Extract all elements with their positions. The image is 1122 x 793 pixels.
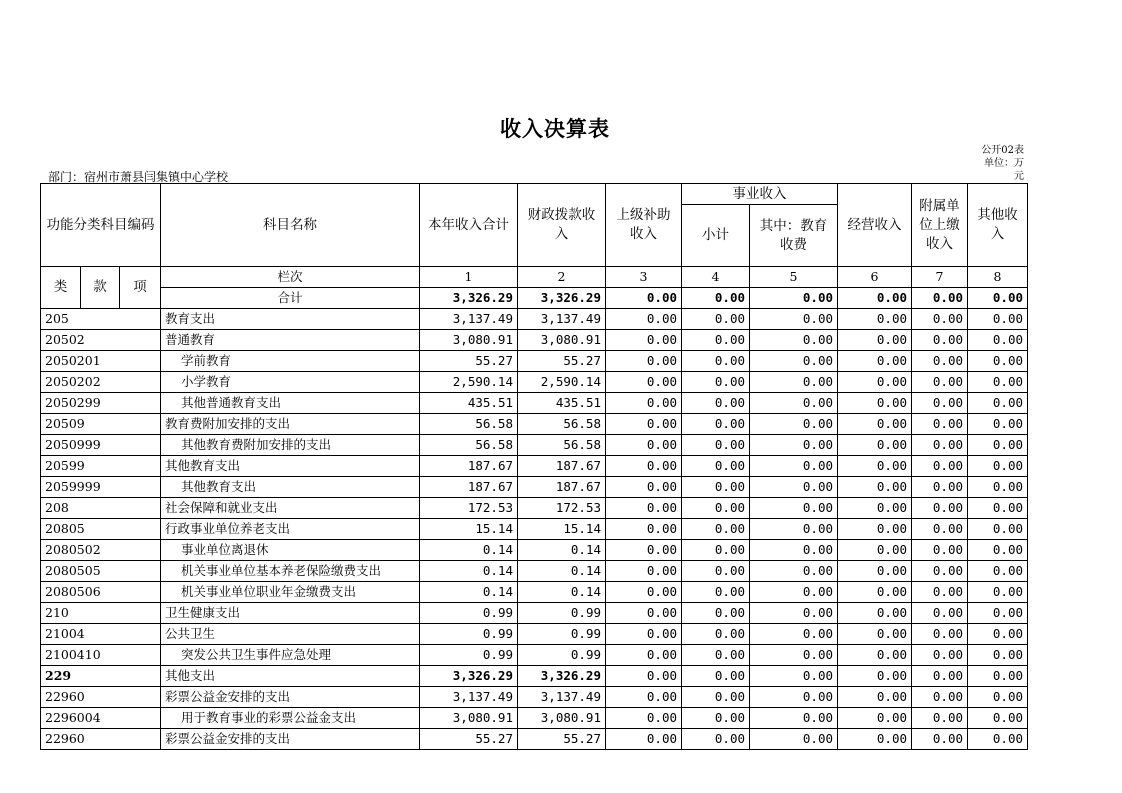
- row-value: 0.00: [682, 687, 750, 708]
- row-value: 0.00: [750, 645, 838, 666]
- row-name: 其他支出: [161, 666, 420, 687]
- row-value: 55.27: [518, 351, 606, 372]
- table-row: [41, 351, 1028, 372]
- row-value: 0.00: [682, 729, 750, 750]
- row-value: 0.00: [968, 729, 1028, 750]
- row-value: 0.00: [606, 603, 682, 624]
- row-value: 0.00: [968, 561, 1028, 582]
- row-value: 0.00: [750, 519, 838, 540]
- row-value: 3,080.91: [518, 330, 606, 351]
- total-value: 0.00: [750, 288, 838, 309]
- header-fiscal: 财政拨款收入: [518, 184, 606, 267]
- row-value: 0.00: [750, 708, 838, 729]
- row-name: 小学教育: [161, 372, 420, 393]
- row-value: 15.14: [518, 519, 606, 540]
- row-name: 公共卫生: [161, 624, 420, 645]
- total-value: 3,326.29: [518, 288, 606, 309]
- row-value: 0.00: [682, 351, 750, 372]
- header-lanci: 栏次: [161, 267, 420, 288]
- row-value: 0.00: [968, 708, 1028, 729]
- row-name: 机关事业单位职业年金缴费支出: [161, 582, 420, 603]
- row-value: 0.00: [968, 372, 1028, 393]
- row-value: 0.00: [750, 603, 838, 624]
- table-row: [41, 372, 1028, 393]
- table-row: [41, 519, 1028, 540]
- header-lei: 类: [41, 267, 81, 309]
- row-value: 0.00: [838, 309, 912, 330]
- row-value: 0.00: [912, 456, 968, 477]
- row-value: 0.99: [518, 645, 606, 666]
- row-value: 0.00: [968, 687, 1028, 708]
- row-value: 0.00: [912, 603, 968, 624]
- row-value: 0.00: [838, 666, 912, 687]
- row-value: 55.27: [518, 729, 606, 750]
- row-value: 56.58: [420, 414, 518, 435]
- col-number: 2: [518, 267, 606, 288]
- row-value: 3,326.29: [518, 666, 606, 687]
- row-value: 0.00: [968, 330, 1028, 351]
- row-value: 0.00: [606, 498, 682, 519]
- row-value: 0.00: [606, 372, 682, 393]
- row-value: 0.00: [912, 435, 968, 456]
- row-value: 0.00: [968, 498, 1028, 519]
- col-number: 7: [912, 267, 968, 288]
- total-value: 0.00: [606, 288, 682, 309]
- row-value: 3,080.91: [518, 708, 606, 729]
- row-value: 0.00: [968, 645, 1028, 666]
- col-number: 5: [750, 267, 838, 288]
- row-value: 0.00: [606, 645, 682, 666]
- table-row: [41, 477, 1028, 498]
- row-value: 0.00: [750, 330, 838, 351]
- row-value: 0.00: [750, 624, 838, 645]
- row-code: 2100410: [41, 645, 161, 666]
- row-code: 2296004: [41, 708, 161, 729]
- row-name: 事业单位离退休: [161, 540, 420, 561]
- row-value: 0.00: [750, 456, 838, 477]
- row-value: 0.00: [682, 561, 750, 582]
- row-value: 0.00: [968, 414, 1028, 435]
- row-value: 0.00: [838, 687, 912, 708]
- row-value: 0.14: [518, 582, 606, 603]
- row-value: 0.00: [968, 540, 1028, 561]
- row-value: 0.00: [750, 729, 838, 750]
- total-value: 0.00: [968, 288, 1028, 309]
- row-code: 229: [41, 666, 161, 687]
- table-row: [41, 456, 1028, 477]
- row-value: 0.00: [682, 519, 750, 540]
- row-value: 0.00: [682, 624, 750, 645]
- row-code: 2080505: [41, 561, 161, 582]
- row-value: 0.00: [606, 729, 682, 750]
- row-name: 其他教育支出: [161, 477, 420, 498]
- row-value: 0.00: [968, 309, 1028, 330]
- row-name: 突发公共卫生事件应急处理: [161, 645, 420, 666]
- row-value: 0.00: [838, 729, 912, 750]
- row-value: 0.00: [682, 372, 750, 393]
- row-value: 0.00: [912, 624, 968, 645]
- row-value: 3,137.49: [420, 309, 518, 330]
- header-superior: 上级补助收入: [606, 184, 682, 267]
- row-value: 2,590.14: [518, 372, 606, 393]
- table-row: [41, 582, 1028, 603]
- row-value: 0.00: [968, 603, 1028, 624]
- row-value: 0.00: [682, 603, 750, 624]
- row-value: 0.00: [838, 414, 912, 435]
- row-code: 22960: [41, 687, 161, 708]
- row-code: 2059999: [41, 477, 161, 498]
- table-row: [41, 708, 1028, 729]
- row-value: 187.67: [420, 456, 518, 477]
- table-row: [41, 603, 1028, 624]
- form-number: 公开02表: [981, 145, 1024, 156]
- table-row: [41, 540, 1028, 561]
- header-affiliated: 附属单位上缴收入: [912, 184, 968, 267]
- total-value: 3,326.29: [420, 288, 518, 309]
- row-value: 0.00: [838, 330, 912, 351]
- row-value: 0.00: [912, 582, 968, 603]
- row-value: 0.00: [682, 582, 750, 603]
- row-value: 0.00: [606, 477, 682, 498]
- row-code: 2050202: [41, 372, 161, 393]
- row-value: 56.58: [518, 414, 606, 435]
- table-row: [41, 309, 1028, 330]
- page-title: 收入决算表: [500, 117, 610, 141]
- row-value: 0.00: [838, 561, 912, 582]
- table-row: [41, 687, 1028, 708]
- row-value: 0.00: [606, 456, 682, 477]
- row-name: 教育费附加安排的支出: [161, 414, 420, 435]
- row-value: 0.00: [912, 666, 968, 687]
- row-name: 学前教育: [161, 351, 420, 372]
- row-value: 0.00: [838, 351, 912, 372]
- row-value: 0.00: [750, 666, 838, 687]
- row-value: 0.00: [838, 540, 912, 561]
- row-value: 0.00: [968, 666, 1028, 687]
- row-value: 0.00: [682, 708, 750, 729]
- col-number: 1: [420, 267, 518, 288]
- row-code: 208: [41, 498, 161, 519]
- row-value: 0.00: [682, 498, 750, 519]
- row-value: 3,137.49: [518, 687, 606, 708]
- table-row: [41, 561, 1028, 582]
- total-label: 合计: [161, 288, 420, 309]
- row-code: 20805: [41, 519, 161, 540]
- row-value: 172.53: [420, 498, 518, 519]
- header-name: 科目名称: [161, 184, 420, 267]
- row-code: 22960: [41, 729, 161, 750]
- row-value: 435.51: [420, 393, 518, 414]
- row-value: 0.00: [912, 414, 968, 435]
- row-value: 0.00: [968, 582, 1028, 603]
- row-value: 0.00: [606, 351, 682, 372]
- table-row: [41, 498, 1028, 519]
- row-value: 0.00: [912, 477, 968, 498]
- table-row: [41, 624, 1028, 645]
- row-value: 0.99: [518, 624, 606, 645]
- row-code: 20509: [41, 414, 161, 435]
- row-name: 机关事业单位基本养老保险缴费支出: [161, 561, 420, 582]
- row-code: 2050299: [41, 393, 161, 414]
- row-value: 0.00: [838, 708, 912, 729]
- row-value: 0.00: [606, 708, 682, 729]
- row-name: 彩票公益金安排的支出: [161, 687, 420, 708]
- row-value: 55.27: [420, 351, 518, 372]
- row-value: 0.00: [606, 309, 682, 330]
- table-row: [41, 393, 1028, 414]
- row-value: 0.00: [750, 393, 838, 414]
- row-value: 0.00: [968, 477, 1028, 498]
- row-value: 3,137.49: [518, 309, 606, 330]
- table-row: [41, 666, 1028, 687]
- income-table: [40, 183, 1028, 750]
- table-row: [41, 330, 1028, 351]
- row-code: 205: [41, 309, 161, 330]
- row-value: 0.00: [682, 393, 750, 414]
- row-value: 0.00: [838, 393, 912, 414]
- table-row: [41, 414, 1028, 435]
- row-value: 0.00: [912, 540, 968, 561]
- header-edu-fee: 其中：教育收费: [750, 205, 838, 267]
- row-value: 0.00: [682, 330, 750, 351]
- row-name: 社会保障和就业支出: [161, 498, 420, 519]
- row-code: 21004: [41, 624, 161, 645]
- header-subtotal: 小计: [682, 205, 750, 267]
- row-value: 187.67: [518, 477, 606, 498]
- row-value: 0.00: [750, 309, 838, 330]
- header-code: 功能分类科目编码: [41, 184, 161, 267]
- table-row: [41, 729, 1028, 750]
- row-value: 0.00: [606, 687, 682, 708]
- row-value: 56.58: [420, 435, 518, 456]
- row-value: 0.00: [606, 414, 682, 435]
- row-value: 0.00: [682, 477, 750, 498]
- row-value: 2,590.14: [420, 372, 518, 393]
- row-value: 0.14: [420, 582, 518, 603]
- total-value: 0.00: [912, 288, 968, 309]
- row-value: 3,137.49: [420, 687, 518, 708]
- row-value: 0.00: [912, 330, 968, 351]
- row-name: 其他教育费附加安排的支出: [161, 435, 420, 456]
- row-value: 3,080.91: [420, 708, 518, 729]
- row-value: 0.00: [912, 519, 968, 540]
- row-code: 210: [41, 603, 161, 624]
- row-name: 其他教育支出: [161, 456, 420, 477]
- row-value: 0.00: [912, 393, 968, 414]
- row-code: 2050999: [41, 435, 161, 456]
- row-name: 教育支出: [161, 309, 420, 330]
- header-operating: 经营收入: [838, 184, 912, 267]
- row-value: 3,326.29: [420, 666, 518, 687]
- row-value: 0.00: [750, 372, 838, 393]
- row-value: 0.00: [838, 456, 912, 477]
- row-value: 0.00: [606, 666, 682, 687]
- header-business: 事业收入: [682, 184, 838, 205]
- row-value: 0.99: [420, 645, 518, 666]
- row-value: 0.00: [606, 519, 682, 540]
- row-value: 0.00: [750, 687, 838, 708]
- row-value: 0.00: [682, 435, 750, 456]
- row-value: 0.00: [682, 540, 750, 561]
- row-value: 0.00: [838, 603, 912, 624]
- row-value: 0.99: [518, 603, 606, 624]
- row-code: 20599: [41, 456, 161, 477]
- row-name: 用于教育事业的彩票公益金支出: [161, 708, 420, 729]
- row-value: 0.00: [606, 435, 682, 456]
- total-row: [41, 288, 1028, 309]
- row-value: 0.00: [606, 540, 682, 561]
- row-value: 0.99: [420, 603, 518, 624]
- row-value: 0.00: [682, 645, 750, 666]
- row-value: 0.00: [606, 561, 682, 582]
- row-value: 0.00: [912, 372, 968, 393]
- row-value: 0.00: [838, 624, 912, 645]
- row-value: 0.00: [682, 309, 750, 330]
- row-value: 0.00: [606, 624, 682, 645]
- row-value: 0.00: [838, 582, 912, 603]
- total-value: 0.00: [682, 288, 750, 309]
- row-value: 0.00: [838, 498, 912, 519]
- row-value: 0.00: [968, 624, 1028, 645]
- row-value: 0.00: [750, 498, 838, 519]
- header-total: 本年收入合计: [420, 184, 518, 267]
- row-value: 55.27: [420, 729, 518, 750]
- row-code: 2050201: [41, 351, 161, 372]
- row-value: 0.00: [838, 435, 912, 456]
- row-value: 0.00: [682, 414, 750, 435]
- row-code: 2080502: [41, 540, 161, 561]
- row-value: 0.14: [420, 561, 518, 582]
- row-value: 187.67: [420, 477, 518, 498]
- unit-label: 单位：万: [984, 158, 1024, 169]
- row-value: 0.00: [838, 372, 912, 393]
- row-value: 0.00: [838, 645, 912, 666]
- row-name: 卫生健康支出: [161, 603, 420, 624]
- row-value: 0.00: [968, 456, 1028, 477]
- department-label: 部门：宿州市萧县闫集镇中心学校: [48, 170, 229, 184]
- row-name: 彩票公益金安排的支出: [161, 729, 420, 750]
- row-value: 3,080.91: [420, 330, 518, 351]
- header-kuan: 款: [81, 267, 120, 309]
- col-number: 6: [838, 267, 912, 288]
- row-value: 0.00: [968, 393, 1028, 414]
- row-name: 行政事业单位养老支出: [161, 519, 420, 540]
- row-value: 15.14: [420, 519, 518, 540]
- header-xiang: 项: [120, 267, 161, 309]
- row-value: 0.00: [750, 351, 838, 372]
- row-code: 2080506: [41, 582, 161, 603]
- row-name: 普通教育: [161, 330, 420, 351]
- row-value: 172.53: [518, 498, 606, 519]
- row-value: 0.00: [750, 435, 838, 456]
- row-value: 0.00: [968, 351, 1028, 372]
- unit-label-cont: 元: [1014, 171, 1024, 182]
- row-value: 0.14: [420, 540, 518, 561]
- row-value: 56.58: [518, 435, 606, 456]
- row-value: 0.00: [968, 435, 1028, 456]
- col-number: 4: [682, 267, 750, 288]
- col-number: 8: [968, 267, 1028, 288]
- row-value: 0.00: [750, 582, 838, 603]
- row-value: 0.00: [838, 519, 912, 540]
- row-value: 0.00: [912, 309, 968, 330]
- row-value: 0.00: [750, 561, 838, 582]
- col-number: 3: [606, 267, 682, 288]
- row-code: 20502: [41, 330, 161, 351]
- row-value: 0.00: [750, 477, 838, 498]
- row-value: 0.00: [606, 582, 682, 603]
- row-value: 187.67: [518, 456, 606, 477]
- table-row: [41, 645, 1028, 666]
- row-value: 0.00: [750, 414, 838, 435]
- row-value: 0.00: [912, 498, 968, 519]
- row-value: 0.00: [750, 540, 838, 561]
- row-name: 其他普通教育支出: [161, 393, 420, 414]
- row-value: 0.00: [682, 666, 750, 687]
- row-value: 435.51: [518, 393, 606, 414]
- row-value: 0.00: [912, 351, 968, 372]
- row-value: 0.00: [912, 645, 968, 666]
- row-value: 0.00: [968, 519, 1028, 540]
- row-value: 0.00: [912, 561, 968, 582]
- row-value: 0.00: [606, 393, 682, 414]
- row-value: 0.00: [912, 708, 968, 729]
- row-value: 0.00: [912, 687, 968, 708]
- table-row: [41, 435, 1028, 456]
- header-other: 其他收入: [968, 184, 1028, 267]
- row-value: 0.14: [518, 561, 606, 582]
- row-value: 0.00: [838, 477, 912, 498]
- total-value: 0.00: [838, 288, 912, 309]
- row-value: 0.99: [420, 624, 518, 645]
- row-value: 0.00: [682, 456, 750, 477]
- row-value: 0.00: [912, 729, 968, 750]
- row-value: 0.00: [606, 330, 682, 351]
- row-value: 0.14: [518, 540, 606, 561]
